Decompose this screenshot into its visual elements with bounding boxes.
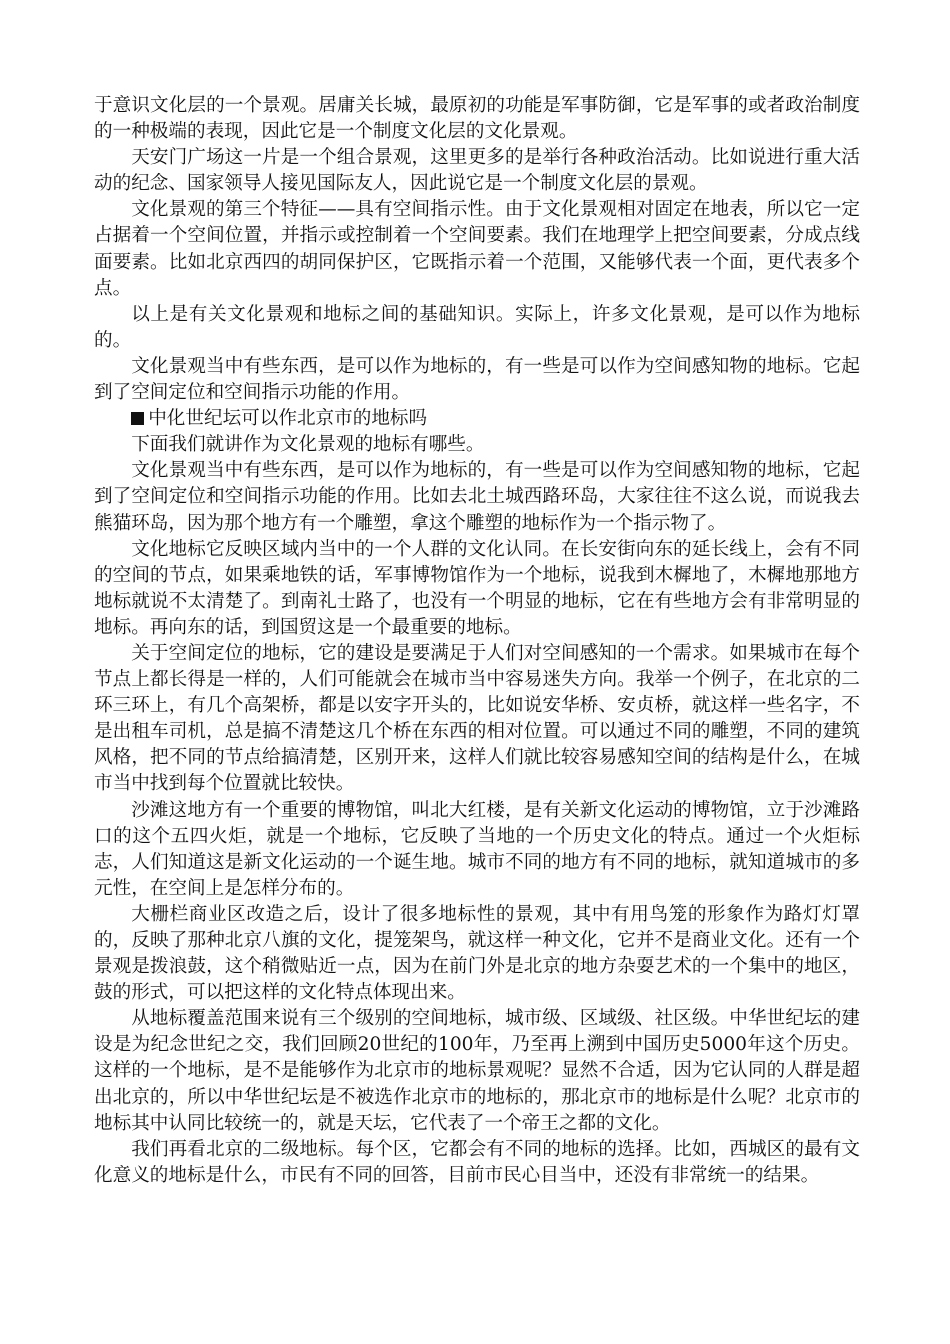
paragraph-8: 文化景观当中有些东西，是可以作为地标的，有一些是可以作为空间感知物的地标，它起到了空间定位和空间指示功能的作用。比如去北土城西路环岛，大家往往不这么说，而说我去熊猫环岛，因为那个地方有一个雕塑，拿这个雕塑的地标作为一个指示物了。 xyxy=(94,460,860,534)
paragraph-2: 天安门广场这一片是一个组合景观，这里更多的是举行各种政治活动。比如说进行重大活动的纪念、国家领导人接见国际友人，因此说它是一个制度文化层的景观。 xyxy=(94,147,860,195)
paragraph-10: 关于空间定位的地标，它的建设是要满足于人们对空间感知的一个需求。如果城市在每个节点上都长得是一样的，人们可能就会在城市当中容易迷失方向。我举一个例子，在北京的二环三环上，有几个高架桥，都是以安字开头的，比如说安华桥、安贞桥，就这样一些名字，不是出租车司机，总是搞不清楚这几个桥在东西的相对位置。可以通过不同的雕塑，不同的建筑风格，把不同的节点给搞清楚，区别开来，这样人们就比较容易感知空间的结构是什么，在城市当中找到每个位置就比较快。 xyxy=(94,642,860,795)
paragraph-3: 文化景观的第三个特征——具有空间指示性。由于文化景观相对固定在地表，所以它一定占据着一个空间位置，并指示或控制着一个空间要素。我们在地理学上把空间要素，分成点线面要素。比如北京西四的胡同保护区，它既指示着一个范围，又能够代表一个面，更代表多个点。 xyxy=(94,199,860,299)
paragraph-12: 大栅栏商业区改造之后，设计了很多地标性的景观，其中有用鸟笼的形象作为路灯灯罩的，反映了那种北京八旗的文化，提笼架鸟，就这样一种文化，它并不是商业文化。还有一个景观是拨浪鼓，这个稍微贴近一点，因为在前门外是北京的地方杂耍艺术的一个集中的地区，鼓的形式，可以把这样的文化特点体现出来。 xyxy=(94,903,860,1004)
paragraph-4: 以上是有关文化景观和地标之间的基础知识。实际上，许多文化景观，是可以作为地标的。 xyxy=(94,303,860,351)
paragraph-13: 从地标覆盖范围来说有三个级别的空间地标，城市级、区域级、社区级。中华世纪坛的建设是为纪念世纪之交，我们回顾20世纪的100年，乃至再上溯到中国历史5000年这个历史。这样的一个地标，是不是能够作为北京市的地标景观呢？显然不合适，因为它认同的人群是超出北京的，所以中华世纪坛是不被选作北京市的地标的，那北京市的地标是什么呢？北京市的地标其中认同比较统一的，就是天坛，它代表了一个帝王之都的文化。 xyxy=(94,1008,860,1134)
paragraph-7: 下面我们就讲作为文化景观的地标有哪些。 xyxy=(131,434,485,456)
black-square-icon xyxy=(131,412,144,425)
paragraph-11: 沙滩这地方有一个重要的博物馆，叫北大红楼，是有关新文化运动的博物馆，立于沙滩路口的这个五四火炬，就是一个地标，它反映了当地的一个历史文化的特点。通过一个火炬标志，人们知道这是新文化运动的一个诞生地。城市不同的地方有不同的地标，就知道城市的多元性，在空间上是怎样分布的。 xyxy=(94,799,860,899)
article-body xyxy=(94,93,860,1189)
paragraph-1: 于意识文化层的一个景观。居庸关长城，最原初的功能是军事防御，它是军事的或者政治制度的一种极端的表现，因此它是一个制度文化层的文化景观。 xyxy=(94,95,860,143)
paragraph-14: 我们再看北京的二级地标。每个区，它都会有不同的地标的选择。比如，西城区的最有文化意义的地标是什么，市民有不同的回答，目前市民心目当中，还没有非常统一的结果。 xyxy=(94,1138,860,1186)
section-heading-text: 中化世纪坛可以作北京市的地标吗 xyxy=(148,408,428,430)
section-heading xyxy=(94,406,860,432)
paragraph-5: 文化景观当中有些东西，是可以作为地标的，有一些是可以作为空间感知物的地标。它起到了空间定位和空间指示功能的作用。 xyxy=(94,355,860,404)
paragraph-9: 文化地标它反映区域内当中的一个人群的文化认同。在长安街向东的延长线上，会有不同的空间的节点，如果乘地铁的话，军事博物馆作为一个地标，说我到木樨地了，木樨地那地方地标就说不太清楚了。到南礼士路了，也没有一个明显的地标，它在有些地方会有非常明显的地标。再向东的话，到国贸这是一个最重要的地标。 xyxy=(94,538,860,638)
